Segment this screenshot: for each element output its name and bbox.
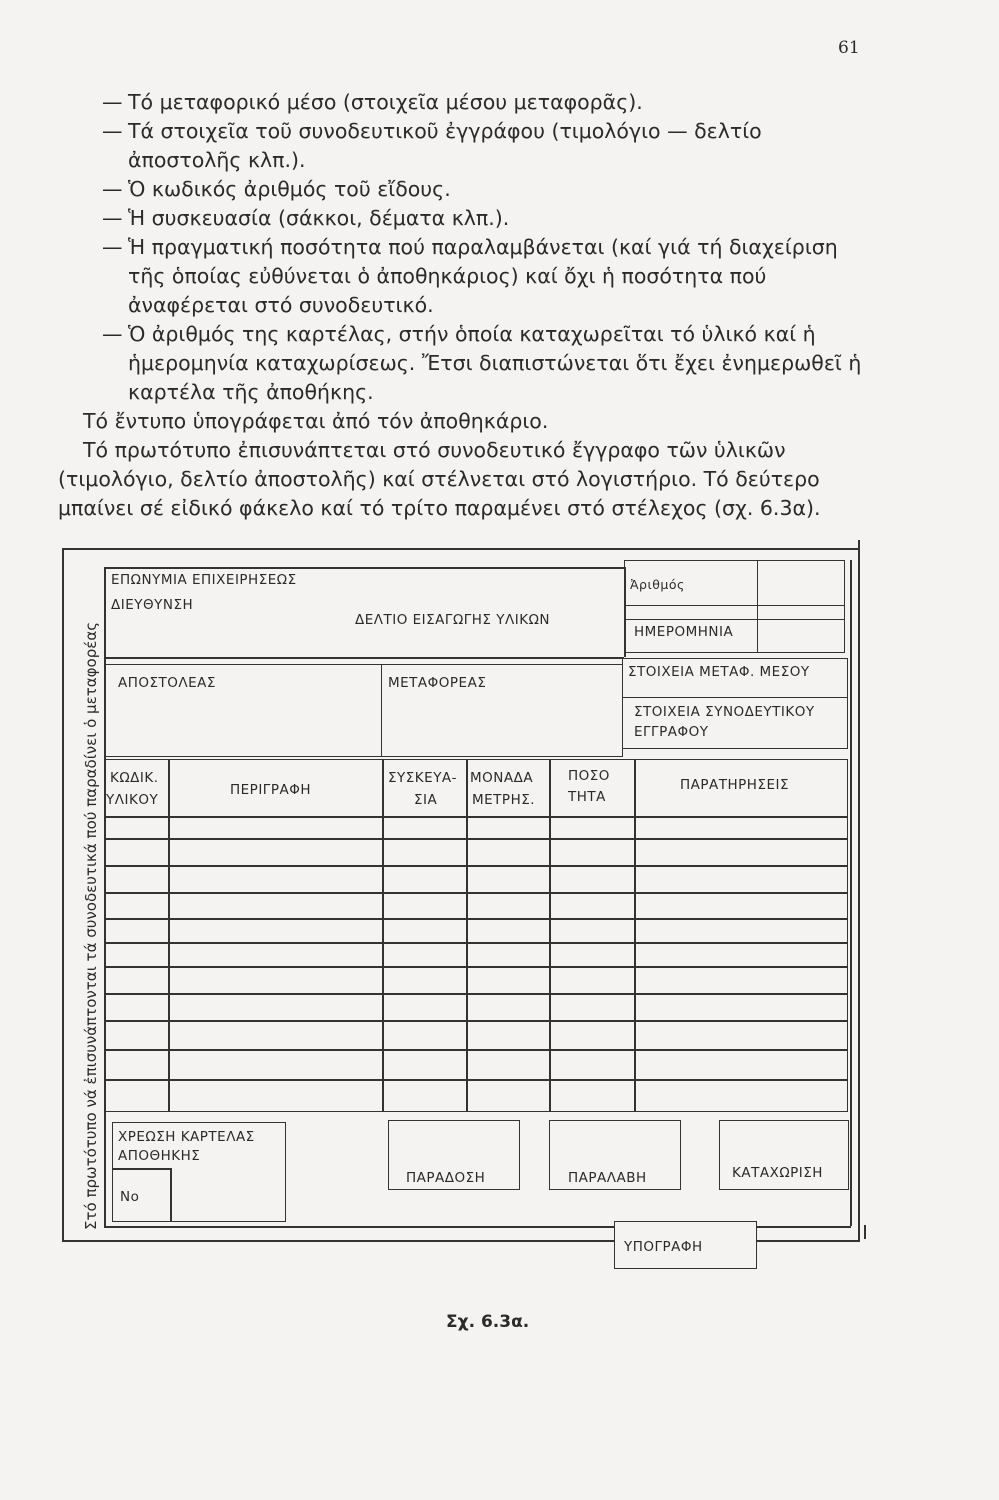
list-item: — Ὁ κωδικός ἀριθμός τοῦ εἴδους. — [102, 177, 451, 201]
card-charge-label-1: ΧΡΕΩΣΗ ΚΑΡΤΕΛΑΣ — [118, 1129, 255, 1145]
list-item-text: Ἡ συσκευασία (σάκκοι, δέματα κλπ.). — [128, 206, 510, 230]
card-no-label: Νο — [120, 1189, 140, 1205]
list-item: — Ἡ πραγματική ποσότητα πού παραλαμβάνεται (καί γιά τή διαχείριση τῆς ὁποίας εὐθύνεται ὁ ἀποθηκάριος) καί ὄχι ἡ ποσότητα πού ἀναφέρεται στό συνοδευτικό. — [102, 235, 838, 317]
transport-data-label: ΣΤΟΙΧΕΙΑ ΜΕΤΑΦ. ΜΕΣΟΥ — [628, 664, 810, 680]
col-code-label-2: ΥΛΙΚΟΥ — [106, 792, 159, 808]
col-description-label: ΠΕΡΙΓΡΑΦΗ — [230, 782, 311, 798]
col-packaging-label-1: ΣΥΣΚΕΥΑ- — [388, 770, 458, 786]
col-qty-label-1: ΠΟΣΟ — [568, 768, 610, 784]
company-name-label: ΕΠΩΝΥΜΙΑ ΕΠΙΧΕΙΡΗΣΕΩΣ — [111, 572, 297, 588]
col-remarks-label: ΠΑΡΑΤΗΡΗΣΕΙΣ — [680, 777, 790, 793]
side-note: Στό πρωτότυπο νά ἐπισυνάπτονται τά συνοδευτικά πού παραδίνει ὁ μεταφορέας — [82, 621, 100, 1230]
paragraph: Τό πρωτότυπο ἐπισυνάπτεται στό συνοδευτικό ἔγγραφο τῶν ὑλικῶν (τιμολόγιο, δελτίο ἀποστολῆς) καί στέλνεται στό λογιστήριο. Τό δεύτερο μπαίνει σέ εἰδικό φάκελο καί τό τρίτο παραμένει στό στέλεχος (σχ. 6.3α). — [58, 438, 821, 520]
entry-label: ΚΑΤΑΧΩΡΙΣΗ — [732, 1165, 823, 1181]
receipt-label: ΠΑΡΑΛΑΒΗ — [568, 1170, 647, 1186]
sender-label: ΑΠΟΣΤΟΛΕΑΣ — [118, 675, 216, 691]
body-text — [58, 88, 868, 523]
col-code-label-1: ΚΩΔΙΚ. — [110, 770, 159, 786]
number-label: Ἀριθμός — [630, 577, 685, 592]
form-title: ΔΕΛΤΙΟ ΕΙΣΑΓΩΓΗΣ ΥΛΙΚΩΝ — [355, 612, 550, 628]
card-charge-label-2: ΑΠΟΘΗΚΗΣ — [118, 1148, 201, 1164]
date-label: ΗΜΕΡΟΜΗΝΙΑ — [634, 624, 734, 640]
carrier-label: ΜΕΤΑΦΟΡΕΑΣ — [388, 675, 487, 691]
col-qty-label-2: ΤΗΤΑ — [568, 789, 606, 805]
paragraph: Τό ἔντυπο ὑπογράφεται ἀπό τόν ἀποθηκάριο. — [83, 409, 549, 433]
accompanying-doc-label-1: ΣΤΟΙΧΕΙΑ ΣΥΝΟΔΕΥΤΙΚΟΥ — [634, 704, 815, 720]
signature-label: ΥΠΟΓΡΑΦΗ — [624, 1239, 703, 1255]
list-item: — Τά στοιχεῖα τοῦ συνοδευτικοῦ ἐγγράφου (τιμολόγιο — δελτίο ἀποστολῆς κλπ.). — [102, 119, 762, 172]
list-item-text: Τό μεταφορικό μέσο (στοιχεῖα μέσου μεταφορᾶς). — [128, 90, 643, 114]
list-item-text: Τά στοιχεῖα τοῦ συνοδευτικοῦ ἐγγράφου (τιμολόγιο — δελτίο ἀποστολῆς κλπ.). — [128, 119, 762, 172]
list-item-text: Ἡ πραγματική ποσότητα πού παραλαμβάνεται (καί γιά τή διαχείριση τῆς ὁποίας εὐθύνεται ὁ ἀποθηκάριος) καί ὄχι ἡ ποσότητα πού ἀναφέρεται στό συνοδευτικό. — [128, 235, 838, 317]
list-item: — Τό μεταφορικό μέσο (στοιχεῖα μέσου μεταφορᾶς). — [102, 90, 643, 114]
col-unit-label-1: ΜΟΝΑΔΑ — [470, 770, 534, 786]
list-item-text: Ὁ ἀριθμός της καρτέλας, στήν ὁποία καταχωρεῖται τό ὑλικό καί ἡ ἡμερομηνία καταχωρίσεως. Ἔτσι διαπιστώνεται ὅτι ἔχει ἐνημερωθεῖ ἡ καρτέλα τῆς ἀποθήκης. — [128, 322, 862, 404]
list-item: — Ἡ συσκευασία (σάκκοι, δέματα κλπ.). — [102, 206, 510, 230]
address-label: ΔΙΕΥΘΥΝΣΗ — [111, 597, 194, 613]
accompanying-doc-label-2: ΕΓΓΡΑΦΟΥ — [634, 724, 709, 740]
items-table — [104, 759, 848, 1112]
list-item-text: Ὁ κωδικός ἀριθμός τοῦ εἴδους. — [128, 177, 451, 201]
col-unit-label-2: ΜΕΤΡΗΣ. — [472, 792, 536, 808]
figure-caption: Σχ. 6.3α. — [446, 1312, 530, 1332]
delivery-label: ΠΑΡΑΔΟΣΗ — [406, 1170, 486, 1186]
date-field[interactable] — [757, 605, 845, 653]
page-number: 61 — [838, 38, 860, 58]
list-item: — Ὁ ἀριθμός της καρτέλας, στήν ὁποία καταχωρεῖται τό ὑλικό καί ἡ ἡμερομηνία καταχωρίσεως. Ἔτσι διαπιστώνεται ὅτι ἔχει ἐνημερωθεῖ ἡ καρτέλα τῆς ἀποθήκης. — [102, 322, 862, 404]
col-packaging-label-2: ΣΙΑ — [414, 792, 438, 808]
